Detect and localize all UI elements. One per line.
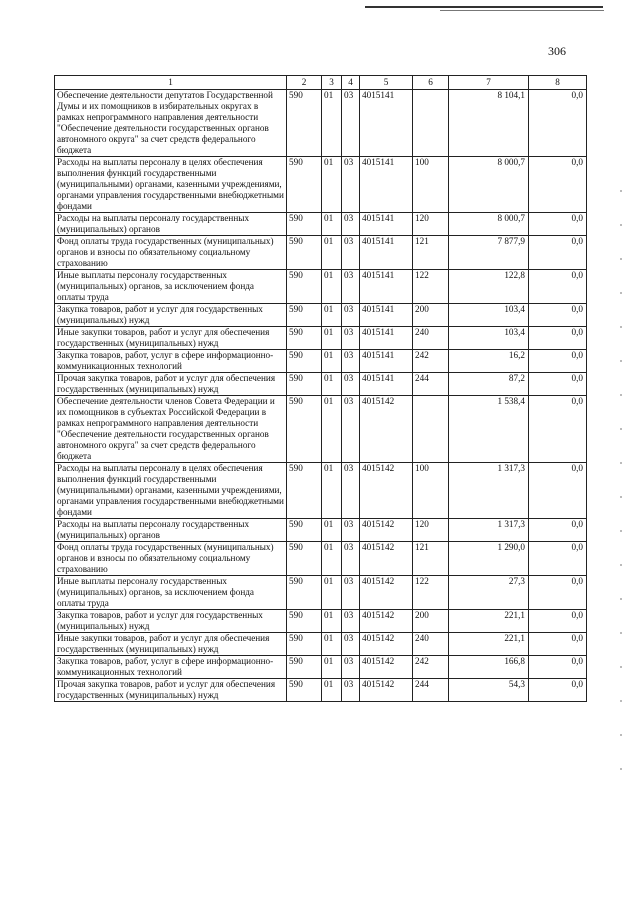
expense-type-code: 244 <box>413 373 449 396</box>
amount-subventions: 0,0 <box>529 610 587 633</box>
target-article-code: 4015142 <box>360 463 413 519</box>
ministry-code: 590 <box>287 679 322 702</box>
col-header: 3 <box>322 76 342 90</box>
table-row <box>55 679 587 702</box>
col-header: 5 <box>360 76 413 90</box>
row-description: Иные выплаты персоналу государственных (муниципальных) органов, за исключением фонда оплаты труда <box>55 270 287 304</box>
subsection-code: 03 <box>342 463 360 519</box>
table-row <box>55 157 587 213</box>
amount-2015: 1 317,3 <box>449 463 529 519</box>
target-article-code: 4015142 <box>360 396 413 463</box>
subsection-code: 03 <box>342 157 360 213</box>
expense-type-code: 240 <box>413 327 449 350</box>
expense-type-code <box>413 396 449 463</box>
amount-2015: 103,4 <box>449 304 529 327</box>
subsection-code: 03 <box>342 576 360 610</box>
target-article-code: 4015141 <box>360 327 413 350</box>
target-article-code: 4015142 <box>360 519 413 542</box>
amount-2015: 221,1 <box>449 610 529 633</box>
row-description: Расходы на выплаты персоналу государственных (муниципальных) органов <box>55 519 287 542</box>
row-description: Иные выплаты персоналу государственных (муниципальных) органов, за исключением фонда оплаты труда <box>55 576 287 610</box>
row-description: Закупка товаров, работ и услуг для государственных (муниципальных) нужд <box>55 304 287 327</box>
amount-subventions: 0,0 <box>529 90 587 157</box>
section-code: 01 <box>322 679 342 702</box>
section-code: 01 <box>322 542 342 576</box>
table-row <box>55 519 587 542</box>
subsection-code: 03 <box>342 373 360 396</box>
amount-subventions: 0,0 <box>529 327 587 350</box>
table-row <box>55 304 587 327</box>
amount-subventions: 0,0 <box>529 304 587 327</box>
amount-subventions: 0,0 <box>529 350 587 373</box>
section-code: 01 <box>322 350 342 373</box>
row-description: Фонд оплаты труда государственных (муниципальных) органов и взносы по обязательному социальному страхованию <box>55 236 287 270</box>
amount-subventions: 0,0 <box>529 213 587 236</box>
section-code: 01 <box>322 576 342 610</box>
section-code: 01 <box>322 396 342 463</box>
subsection-code: 03 <box>342 679 360 702</box>
expense-type-code: 242 <box>413 656 449 679</box>
table-row <box>55 350 587 373</box>
ministry-code: 590 <box>287 373 322 396</box>
row-description: Обеспечение деятельности депутатов Государственной Думы и их помощников в избирательных округах в рамках непрограммного направления деятельности "Обеспечение деятельности государственных органов автономного округа" за счет средств федерального бюджета <box>55 90 287 157</box>
ministry-code: 590 <box>287 463 322 519</box>
table-row <box>55 542 587 576</box>
amount-subventions: 0,0 <box>529 373 587 396</box>
amount-subventions: 0,0 <box>529 157 587 213</box>
table-row <box>55 633 587 656</box>
amount-subventions: 0,0 <box>529 236 587 270</box>
amount-subventions: 0,0 <box>529 679 587 702</box>
ministry-code: 590 <box>287 350 322 373</box>
target-article-code: 4015141 <box>360 236 413 270</box>
amount-2015: 1 317,3 <box>449 519 529 542</box>
section-code: 01 <box>322 463 342 519</box>
table-row <box>55 327 587 350</box>
budget-table <box>54 75 587 702</box>
ministry-code: 590 <box>287 157 322 213</box>
amount-subventions: 0,0 <box>529 542 587 576</box>
expense-type-code: 120 <box>413 519 449 542</box>
target-article-code: 4015142 <box>360 679 413 702</box>
table-row <box>55 213 587 236</box>
subsection-code: 03 <box>342 270 360 304</box>
margin-marks <box>620 190 622 790</box>
amount-subventions: 0,0 <box>529 396 587 463</box>
col-header: 1 <box>55 76 287 90</box>
section-code: 01 <box>322 213 342 236</box>
ministry-code: 590 <box>287 610 322 633</box>
target-article-code: 4015141 <box>360 213 413 236</box>
amount-2015: 54,3 <box>449 679 529 702</box>
amount-2015: 16,2 <box>449 350 529 373</box>
row-description: Фонд оплаты труда государственных (муниципальных) органов и взносы по обязательному социальному страхованию <box>55 542 287 576</box>
target-article-code: 4015141 <box>360 304 413 327</box>
expense-type-code: 122 <box>413 576 449 610</box>
target-article-code: 4015142 <box>360 542 413 576</box>
section-code: 01 <box>322 633 342 656</box>
subsection-code: 03 <box>342 656 360 679</box>
header-rule <box>365 6 603 8</box>
ministry-code: 590 <box>287 270 322 304</box>
amount-subventions: 0,0 <box>529 576 587 610</box>
ministry-code: 590 <box>287 304 322 327</box>
subsection-code: 03 <box>342 304 360 327</box>
expense-type-code: 100 <box>413 157 449 213</box>
table-row <box>55 270 587 304</box>
amount-2015: 8 000,7 <box>449 157 529 213</box>
subsection-code: 03 <box>342 327 360 350</box>
expense-type-code: 242 <box>413 350 449 373</box>
column-number-row <box>55 76 587 90</box>
amount-subventions: 0,0 <box>529 519 587 542</box>
expense-type-code: 240 <box>413 633 449 656</box>
target-article-code: 4015142 <box>360 610 413 633</box>
row-description: Закупка товаров, работ, услуг в сфере информационно-коммуникационных технологий <box>55 350 287 373</box>
col-header: 6 <box>413 76 449 90</box>
row-description: Расходы на выплаты персоналу в целях обеспечения выполнения функций государственными (муниципальными) органами, казенными учреждениями, органами управления государственными внебюджетными фондами <box>55 463 287 519</box>
ministry-code: 590 <box>287 236 322 270</box>
target-article-code: 4015142 <box>360 656 413 679</box>
amount-subventions: 0,0 <box>529 270 587 304</box>
target-article-code: 4015141 <box>360 90 413 157</box>
expense-type-code: 122 <box>413 270 449 304</box>
target-article-code: 4015141 <box>360 350 413 373</box>
target-article-code: 4015141 <box>360 270 413 304</box>
ministry-code: 590 <box>287 90 322 157</box>
amount-2015: 103,4 <box>449 327 529 350</box>
amount-subventions: 0,0 <box>529 633 587 656</box>
row-description: Обеспечение деятельности членов Совета Федерации и их помощников в субъектах Российской Федерации в рамках непрограммного направления деятельности "Обеспечение деятельности государственных органов автономного округа" за счет средств федерального бюджета <box>55 396 287 463</box>
ministry-code: 590 <box>287 656 322 679</box>
subsection-code: 03 <box>342 213 360 236</box>
subsection-code: 03 <box>342 633 360 656</box>
subsection-code: 03 <box>342 396 360 463</box>
expense-type-code: 120 <box>413 213 449 236</box>
ministry-code: 590 <box>287 576 322 610</box>
expense-type-code: 100 <box>413 463 449 519</box>
table-row <box>55 463 587 519</box>
target-article-code: 4015142 <box>360 576 413 610</box>
section-code: 01 <box>322 519 342 542</box>
section-code: 01 <box>322 656 342 679</box>
row-description: Прочая закупка товаров, работ и услуг для обеспечения государственных (муниципальных) нужд <box>55 679 287 702</box>
row-description: Прочая закупка товаров, работ и услуг для обеспечения государственных (муниципальных) нужд <box>55 373 287 396</box>
section-code: 01 <box>322 373 342 396</box>
amount-2015: 8 104,1 <box>449 90 529 157</box>
expense-type-code: 121 <box>413 236 449 270</box>
expense-type-code: 200 <box>413 610 449 633</box>
table-row <box>55 656 587 679</box>
amount-2015: 1 538,4 <box>449 396 529 463</box>
amount-2015: 27,3 <box>449 576 529 610</box>
amount-2015: 8 000,7 <box>449 213 529 236</box>
page-number: 306 <box>548 44 566 58</box>
amount-2015: 122,8 <box>449 270 529 304</box>
row-description: Иные закупки товаров, работ и услуг для обеспечения государственных (муниципальных) нужд <box>55 633 287 656</box>
section-code: 01 <box>322 157 342 213</box>
subsection-code: 03 <box>342 90 360 157</box>
col-header: 8 <box>529 76 587 90</box>
section-code: 01 <box>322 304 342 327</box>
col-header: 4 <box>342 76 360 90</box>
subsection-code: 03 <box>342 519 360 542</box>
target-article-code: 4015142 <box>360 633 413 656</box>
section-code: 01 <box>322 610 342 633</box>
table-row <box>55 373 587 396</box>
ministry-code: 590 <box>287 633 322 656</box>
table-row <box>55 396 587 463</box>
row-description: Расходы на выплаты персоналу государственных (муниципальных) органов <box>55 213 287 236</box>
target-article-code: 4015141 <box>360 157 413 213</box>
subsection-code: 03 <box>342 236 360 270</box>
expense-type-code <box>413 90 449 157</box>
subsection-code: 03 <box>342 350 360 373</box>
ministry-code: 590 <box>287 542 322 576</box>
table-row <box>55 576 587 610</box>
expense-type-code: 200 <box>413 304 449 327</box>
table-row <box>55 90 587 157</box>
row-description: Расходы на выплаты персоналу в целях обеспечения выполнения функций государственными (муниципальными) органами, казенными учреждениями, органами управления государственными внебюджетными фондами <box>55 157 287 213</box>
ministry-code: 590 <box>287 519 322 542</box>
amount-subventions: 0,0 <box>529 656 587 679</box>
section-code: 01 <box>322 270 342 304</box>
amount-2015: 7 877,9 <box>449 236 529 270</box>
table-row <box>55 610 587 633</box>
amount-2015: 87,2 <box>449 373 529 396</box>
table-row <box>55 236 587 270</box>
header-rule-thin <box>440 10 604 11</box>
amount-subventions: 0,0 <box>529 463 587 519</box>
subsection-code: 03 <box>342 610 360 633</box>
ministry-code: 590 <box>287 396 322 463</box>
expense-type-code: 244 <box>413 679 449 702</box>
ministry-code: 590 <box>287 213 322 236</box>
row-description: Закупка товаров, работ и услуг для государственных (муниципальных) нужд <box>55 610 287 633</box>
amount-2015: 166,8 <box>449 656 529 679</box>
col-header: 2 <box>287 76 322 90</box>
section-code: 01 <box>322 327 342 350</box>
col-header: 7 <box>449 76 529 90</box>
amount-2015: 1 290,0 <box>449 542 529 576</box>
ministry-code: 590 <box>287 327 322 350</box>
row-description: Закупка товаров, работ, услуг в сфере информационно-коммуникационных технологий <box>55 656 287 679</box>
section-code: 01 <box>322 90 342 157</box>
expense-type-code: 121 <box>413 542 449 576</box>
subsection-code: 03 <box>342 542 360 576</box>
section-code: 01 <box>322 236 342 270</box>
row-description: Иные закупки товаров, работ и услуг для обеспечения государственных (муниципальных) нужд <box>55 327 287 350</box>
target-article-code: 4015141 <box>360 373 413 396</box>
amount-2015: 221,1 <box>449 633 529 656</box>
